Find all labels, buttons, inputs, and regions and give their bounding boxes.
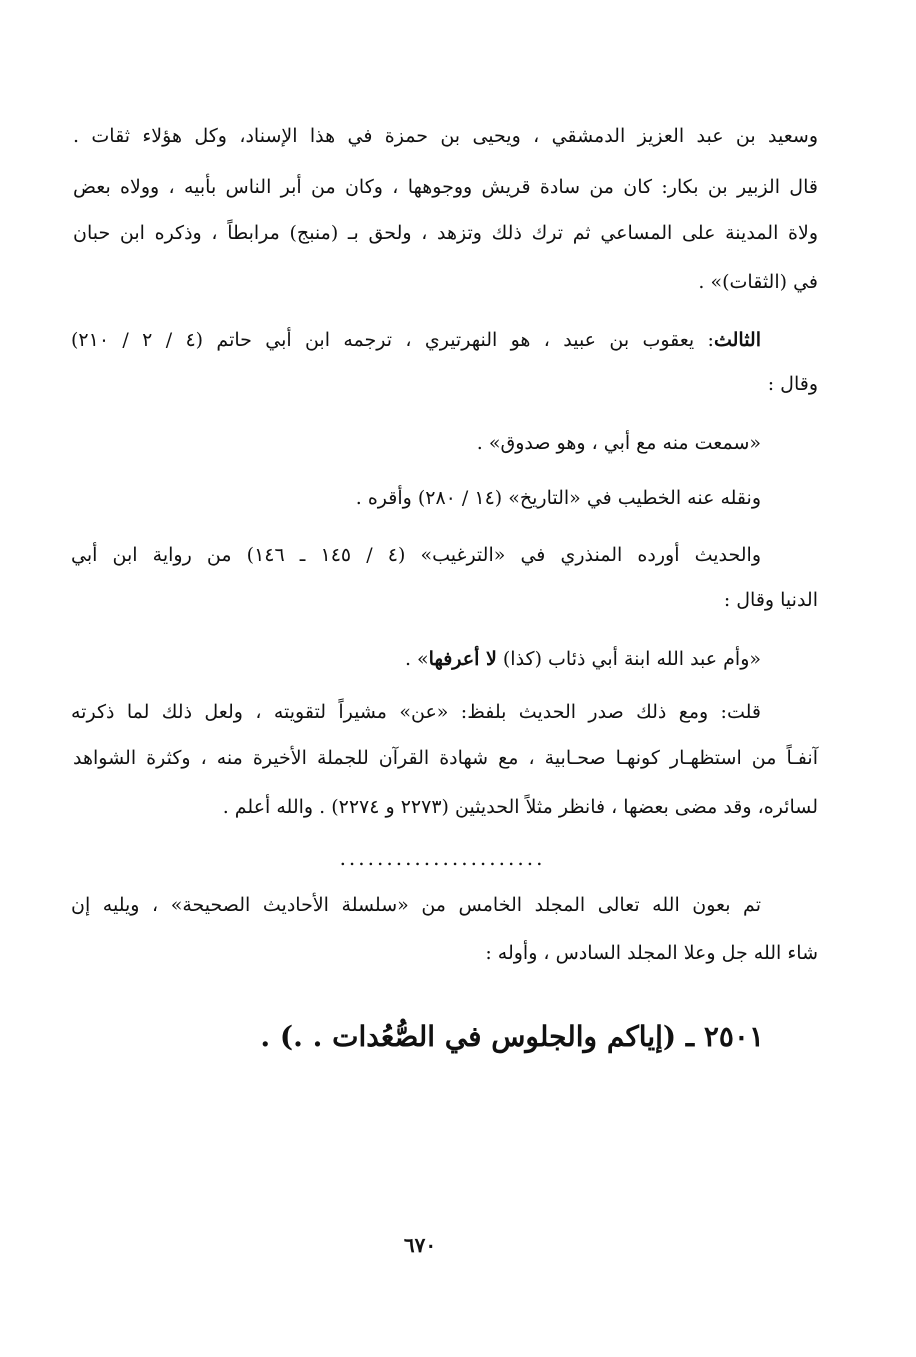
paragraph-text: : يعقوب بن عبيد ، هو النهرتيري ، ترجمه ابن أبي حاتم (٤ / ٢ / ٢١٠) [71, 329, 714, 351]
paragraph-line [71, 322, 761, 358]
paragraph-line: آنفـاً من استظهـار كونهـا صحـابية ، مع شهادة القرآن للجملة الأخيرة منه ، وكثرة الشواهد [73, 747, 818, 769]
quote-line [71, 641, 761, 677]
page-number: ٦٧٠ [403, 1233, 437, 1257]
paragraph-line: والحديث أورده المنذري في «الترغيب» (٤ / ١٤٥ ـ ١٤٦) من رواية ابن أبي [71, 544, 762, 566]
paragraph-line: وسعيد بن عبد العزيز الدمشقي ، ويحيى بن حمزة في هذا الإسناد، وكل هؤلاء ثقات . [73, 125, 818, 147]
quote-text: » . [404, 648, 429, 670]
quote-line: «سمعت منه مع أبي ، وهو صدوق» . [476, 432, 761, 454]
paragraph-line: في (الثقات)» . [698, 271, 818, 293]
paragraph-line: قلت: ومع ذلك صدر الحديث بلفظ: «عن» مشيراً لتقويته ، ولعل ذلك لما ذكرته [71, 701, 761, 723]
paragraph-line: لسائره، وقد مضى بعضها ، فانظر مثلاً الحديثين (٢٢٧٣ و ٢٢٧٤) . والله أعلم . [222, 796, 818, 818]
paragraph-line: ولاة المدينة على المساعي ثم ترك ذلك وتزهد ، ولحق بـ (منبج) مرابطاً ، وذكره ابن حبان [73, 222, 818, 244]
next-hadith-heading: ٢٥٠١ ـ (إياكم والجلوس في الصُّعُدات . .) . [260, 1020, 764, 1053]
separator-dots: ...................... [339, 846, 546, 870]
paragraph-line: ونقله عنه الخطيب في «التاريخ» (١٤ / ٢٨٠) وأقره . [355, 487, 761, 509]
section-label: الثالث [713, 329, 762, 351]
quote-emphasis: لا أعرفها [428, 648, 497, 670]
quote-text: «وأم عبد الله ابنة أبي ذئاب (كذا) [496, 648, 761, 670]
paragraph-line: الدنيا وقال : [723, 589, 818, 611]
paragraph-line: تم بعون الله تعالى المجلد الخامس من «سلسلة الأحاديث الصحيحة» ، ويليه إن [71, 894, 761, 916]
paragraph-line: شاء الله جل وعلا المجلد السادس ، وأوله : [485, 942, 818, 964]
paragraph-line: وقال : [767, 373, 818, 395]
paragraph-line: قال الزبير بن بكار: كان من سادة قريش ووجوهها ، وكان من أبر الناس بأبيه ، وولاه بعض [73, 176, 818, 198]
